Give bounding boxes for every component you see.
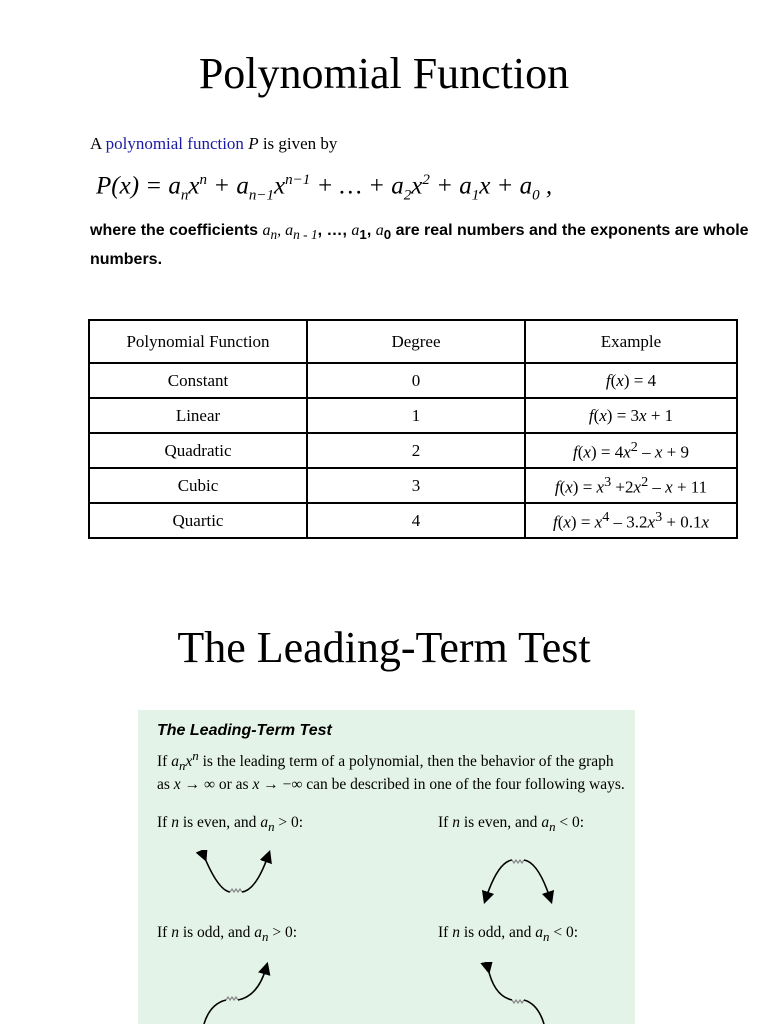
graph-up-down-icon: [480, 962, 560, 1024]
row-example: f(x) = 4: [525, 363, 737, 398]
intro-after: is given by: [258, 134, 338, 153]
case-odd-negative-label: If n is odd, and $a_n < 0$:: [438, 924, 579, 945]
header-polynomial-function: Polynomial Function: [89, 320, 307, 363]
row-example: $f(x) = x^3 +2x^2 - x + 11$: [525, 468, 737, 503]
case-even-positive-label: If n is even, and $a_n > 0$:: [157, 814, 304, 835]
polynomial-function-term: polynomial function: [105, 134, 244, 153]
table-row: [89, 398, 737, 433]
box-description: If $a_nx^n$ is the leading term of a polynomial, then the behavior of the graph as x → ∞ or as x → −∞ can be described in one of the four following ways.: [157, 748, 625, 794]
row-degree: 2: [307, 433, 525, 468]
row-name: Linear: [89, 398, 307, 433]
coefficients-description: where the coefficients $a_n$, $a_{n - 1}$, …, $a_1$, $a_0$ are real numbers and the exponents are whole numbers.: [90, 222, 749, 269]
row-name: Quartic: [89, 503, 307, 538]
table-row: [89, 468, 737, 503]
slide-title-leading-term-test: The Leading-Term Test: [177, 623, 591, 672]
case-odd-positive-label: If n is odd, and $a_n > 0$:: [157, 924, 298, 945]
row-degree: 4: [307, 503, 525, 538]
case-even-negative-label: If n is even, and $a_n < 0$:: [438, 814, 585, 835]
table-row: [89, 503, 737, 538]
box-heading: The Leading-Term Test: [157, 722, 332, 739]
table-row: [89, 363, 737, 398]
row-example: f(x) = 3x + 1: [525, 398, 737, 433]
polynomial-formula: $P(x) = a_nx^n + a_{n-1}x^{n-1}$ + … + $a_2x^2 + a_1x + a_0$ ,: [96, 172, 553, 204]
table-row: [89, 433, 737, 468]
slide-title-polynomial-function: Polynomial Function: [198, 49, 570, 98]
intro-text: [90, 134, 337, 154]
row-example: $f(x) = 4x^2 - x + 9$: [525, 433, 737, 468]
header-example: Example: [525, 320, 737, 363]
table-header-row: [89, 320, 737, 363]
graph-up-up-icon: [196, 850, 276, 902]
header-degree: Degree: [307, 320, 525, 363]
row-example: $f(x) = x^4 - 3.2x^3 + 0.1x$: [525, 503, 737, 538]
leading-term-test-box: [138, 710, 635, 1024]
graph-down-up-icon: [200, 962, 280, 1024]
row-degree: 0: [307, 363, 525, 398]
row-degree: 1: [307, 398, 525, 433]
row-name: Quadratic: [89, 433, 307, 468]
polynomial-types-table: [88, 319, 738, 539]
row-degree: 3: [307, 468, 525, 503]
intro-var: P: [248, 134, 259, 153]
row-name: Constant: [89, 363, 307, 398]
row-name: Cubic: [89, 468, 307, 503]
intro-before: A: [90, 134, 106, 153]
graph-down-down-icon: [478, 852, 558, 904]
